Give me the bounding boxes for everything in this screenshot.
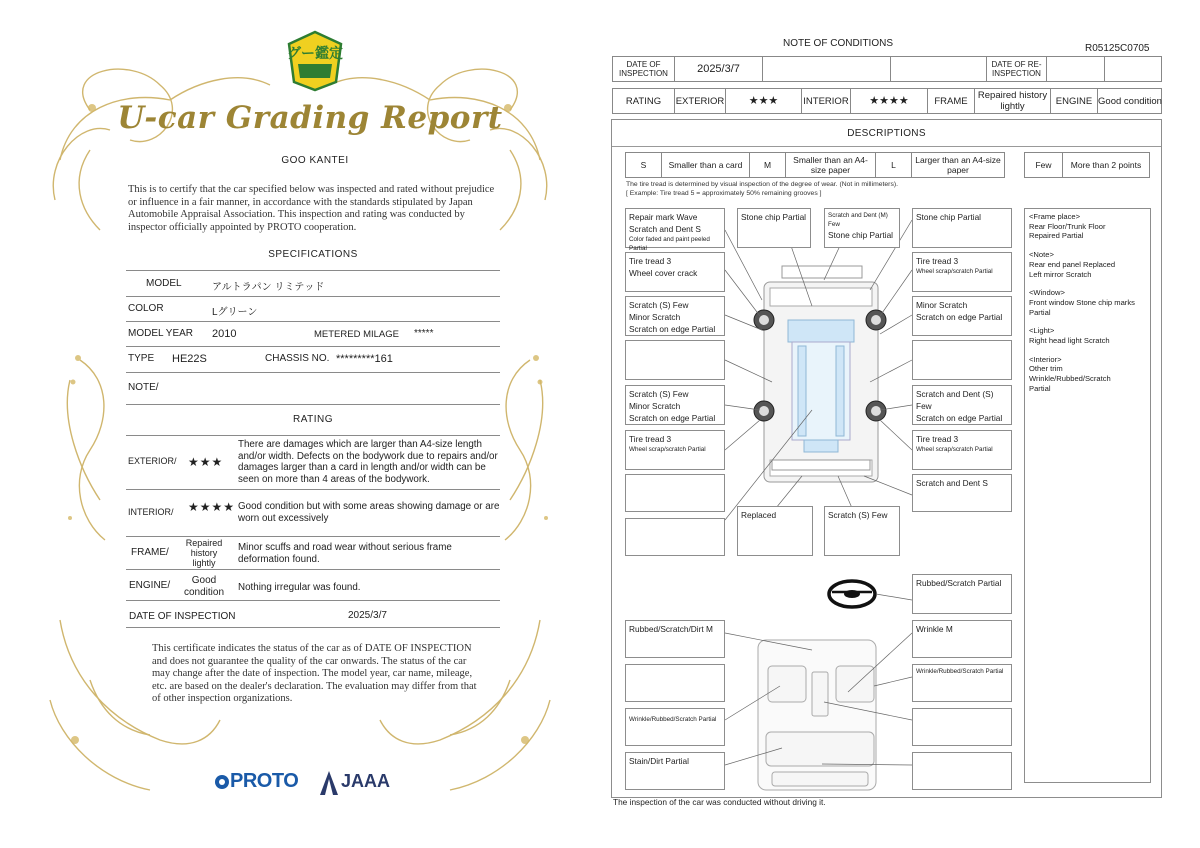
note-line: Front window Stone chip marks [1029, 297, 1135, 307]
note-line: Rubbed/Scratch/Dirt M [629, 624, 713, 634]
rating-heading: RATING [292, 414, 334, 425]
note-line-small: Wrinkle/Rubbed/Scratch Partial [916, 668, 1004, 675]
note-line: Minor Scratch [916, 300, 968, 310]
rating-row [612, 88, 1162, 114]
note-line: <Frame place> [1029, 212, 1081, 221]
note-line: Tire tread 3 [916, 434, 959, 444]
note-line: Left mirror Scratch [1029, 269, 1092, 279]
note-line: <Window> [1029, 288, 1065, 298]
legend-l: L [876, 153, 912, 177]
exterior-stars: ★★★ [726, 89, 802, 113]
frame-value: Repaired history lightly [975, 89, 1051, 113]
note-line-small: Wheel scrap/scratch Partial [629, 446, 706, 453]
note-box-left-front-fender [625, 296, 725, 336]
note-line: Stone chip Partial [741, 212, 807, 222]
note-line: Tire tread 3 [629, 434, 672, 444]
metered-milage-label: METERED MILAGE [314, 329, 399, 340]
note-line-small: Wheel scrap/scratch Partial [916, 268, 993, 275]
note-of-conditions [600, 0, 1200, 848]
note-line: Right head light Scratch [1029, 336, 1110, 346]
note-line: Scratch and Dent S [629, 224, 701, 234]
note-line: Wrinkle M [916, 624, 953, 634]
note-line: Rear Floor/Trunk Floor [1029, 221, 1106, 231]
note-box-steering [912, 574, 1012, 614]
divider [126, 600, 500, 601]
exterior-car-outline-icon [754, 266, 886, 482]
date-of-inspection-label: DATE OF INSPECTION [129, 611, 236, 622]
goo-logo-text: グー鑑定 [287, 45, 343, 61]
jaaa-logo: JAAA [341, 771, 391, 791]
interior-stars: ★★★★ [851, 89, 928, 113]
dates-row [612, 56, 1162, 82]
note-line: Repair mark Wave [629, 212, 698, 222]
blank-cell [1047, 57, 1105, 81]
note-box-left-front-door [625, 340, 725, 380]
certification-statement: This is to certify that the car specified below was inspected and rated without prejudice or influence in a fair manner, in accordance with the standards stipulated by Japan Automobile Appraisal Association. This inspection and rating was conducted by inspector officially appointed by PROTO cooperation. [128, 184, 495, 233]
frame-place-note [1029, 212, 1146, 241]
blank-cell [763, 57, 891, 81]
frame-description: Minor scuffs and road wear without serious frame deformation found. [238, 542, 452, 565]
type-value: HE22S [172, 353, 207, 365]
light-note [1029, 326, 1146, 345]
color-label: COLOR [128, 303, 164, 314]
note-box-interior-left-rear [625, 708, 725, 746]
date-of-inspection-value: 2025/3/7 [675, 57, 763, 81]
jaaa-mark-icon [320, 771, 338, 795]
tire-tread-line: The tire tread is determined by visual inspection of the degree of wear. (Not in millimeters). [626, 181, 898, 188]
chassis-value: *********161 [336, 353, 393, 365]
note-box-right-quarter [912, 474, 1012, 512]
note-line: Scratch on edge Partial [916, 413, 1003, 423]
rating-label: RATING [613, 89, 675, 113]
note-line: Other trim [1029, 364, 1063, 374]
exterior-stars: ★★★ [188, 455, 224, 469]
noc-title: NOTE OF CONDITIONS [783, 38, 893, 49]
engine-description: Nothing irregular was found. [238, 582, 361, 593]
date-of-reinspection-label: DATE OF RE-INSPECTION [987, 57, 1047, 81]
note-line: <Interior> [1029, 354, 1062, 364]
note-line: Minor Scratch [629, 401, 681, 411]
divider [126, 435, 500, 436]
exterior-description: There are damages which are larger than A4-size length and/or width. Defects on the bodywork due to repairs and/or damages larger than a card in length and/or width can be seen on more than 4 areas of the bodywork. [238, 439, 498, 485]
engine-value: Good condition [183, 575, 225, 598]
note-box-interior-front [625, 620, 725, 658]
note-line: Stone chip Partial [916, 212, 982, 222]
interior-label: INTERIOR [802, 89, 851, 113]
proto-logo: PROTO [230, 770, 299, 792]
engine-value: Good condition [1098, 95, 1162, 107]
legend-few-desc: More than 2 points [1070, 160, 1142, 170]
note-line-small: Scratch and Dent (M) Few [828, 212, 888, 228]
note-box-front-right [912, 208, 1012, 248]
note-box-interior-right-seat [912, 664, 1012, 702]
frame-label: FRAME [928, 89, 975, 113]
certificate-disclaimer: This certificate indicates the status of the car as of DATE OF INSPECTION and does not guarantee the quality of the car onwards. The status of the car may change after the date of inspection. The model year, car name, mileage, etc. are based on the dealer's declaration. The evaluation may differ from that of other inspection organizations. [152, 643, 477, 704]
model-year-value: 2010 [212, 328, 237, 340]
descriptions-heading: DESCRIPTIONS [612, 120, 1161, 147]
note-line: Minor Scratch [629, 312, 681, 322]
model-value: アルトラパン リミテッド [212, 282, 325, 293]
legend-m-desc: Smaller than an A4-size paper [786, 153, 876, 177]
divider [126, 627, 500, 628]
note-box-left-rear-tire [625, 430, 725, 470]
note-line: Scratch on edge Partial [629, 324, 716, 334]
exterior-label: EXTERIOR/ [128, 456, 177, 466]
note-line: Tire tread 3 [916, 256, 959, 266]
note-line: Wrinkle/Rubbed/Scratch [1029, 374, 1111, 384]
interior-label: INTERIOR/ [128, 507, 174, 517]
note-line: Scratch and Dent S [916, 478, 988, 488]
note-line: <Light> [1029, 326, 1055, 336]
note-box-right-rear-tire [912, 430, 1012, 470]
note-line: Replaced [741, 510, 777, 520]
proto-mark-icon [214, 774, 230, 790]
additional-notes [1024, 208, 1151, 783]
note-box-left-quarter [625, 474, 725, 512]
divider [126, 296, 500, 297]
blank-cell [891, 57, 987, 81]
note-line: Scratch on edge Partial [629, 413, 716, 423]
note-line: Repaired Partial [1029, 231, 1084, 241]
frame-value: Repaired history lightly [185, 538, 223, 568]
legend-few: Few [1025, 153, 1063, 177]
model-year-label: MODEL YEAR [128, 328, 194, 339]
color-value: Lグリーン [212, 307, 258, 318]
divider [126, 536, 500, 537]
note-line: Scratch (S) Few [828, 510, 888, 520]
note-line: Partial [1029, 307, 1051, 317]
legend-s: S [626, 153, 662, 177]
report-code: R05125C0705 [1085, 43, 1150, 54]
report-subtitle: GOO KANTEI [281, 155, 349, 166]
note-box-right-rear-door [912, 385, 1012, 425]
descriptions-panel [611, 119, 1162, 798]
note-box-interior-left-seat [625, 664, 725, 702]
note-box-front-hood [737, 208, 811, 248]
note-line: Tire tread 3 [629, 256, 672, 266]
note-line: Stone chip Partial [828, 230, 894, 240]
note-box-right-front-door [912, 340, 1012, 380]
note-line-small: Wheel scrap/scratch Partial [916, 446, 993, 453]
metered-milage-value: ***** [414, 328, 434, 339]
legend-m: M [750, 153, 786, 177]
note-line: Rubbed/Scratch Partial [916, 578, 1002, 588]
date-of-inspection-label: DATE OF INSPECTION [613, 57, 675, 81]
interior-stars: ★★★★ [188, 500, 236, 514]
engine-label: ENGINE/ [129, 580, 171, 591]
note-box-interior-right-front [912, 620, 1012, 658]
note-box-left-rear [625, 518, 725, 556]
note-line: <Note> [1029, 250, 1054, 260]
note-box-front-left [625, 208, 725, 252]
specifications-heading: SPECIFICATIONS [268, 249, 358, 260]
model-label: MODEL [146, 278, 182, 289]
note-line: Scratch (S) Few [629, 389, 689, 399]
window-note [1029, 288, 1146, 317]
interior-description: Good condition but with some areas showing damage or are worn out excessively [238, 501, 500, 524]
general-note [1029, 250, 1146, 279]
date-of-inspection-value: 2025/3/7 [348, 610, 387, 621]
divider [126, 569, 500, 570]
interior-note [1029, 355, 1146, 394]
note-line: Scratch and Dent (S) Few [916, 389, 994, 411]
note-line: Scratch on edge Partial [916, 312, 1003, 322]
note-box-left-rear-door [625, 385, 725, 425]
note-box-interior-rear-seat [625, 752, 725, 790]
note-box-right-front-fender [912, 296, 1012, 336]
note-box-rear-panel [737, 506, 813, 556]
note-box-left-front-tire [625, 252, 725, 292]
divider [126, 270, 500, 271]
blank-cell [1105, 57, 1162, 81]
legend-s-desc: Smaller than a card [662, 153, 750, 177]
note-box-interior-right-rear [912, 708, 1012, 746]
note-line: Wheel cover crack [629, 268, 698, 278]
divider [126, 404, 500, 405]
note-line: Stain/Dirt Partial [629, 756, 689, 766]
note-line-small: Wrinkle/Rubbed/Scratch Partial [629, 716, 717, 723]
legend-l-desc: Larger than an A4-size paper [915, 155, 1001, 175]
goo-kantei-logo [286, 30, 344, 92]
tire-tread-example: [ Example: Tire tread 5 = approximately 50% remaining grooves ] [626, 190, 822, 197]
steering-wheel-icon [829, 581, 912, 607]
engine-label: ENGINE [1051, 89, 1098, 113]
chassis-label: CHASSIS NO. [265, 353, 330, 364]
note-line: Scratch (S) Few [629, 300, 689, 310]
exterior-label: EXTERIOR [675, 89, 726, 113]
inspection-method-note: The inspection of the car was conducted without driving it. [613, 797, 826, 807]
interior-seat-layout-icon [758, 640, 876, 790]
note-line: Rear end panel Replaced [1029, 259, 1116, 269]
note-label: NOTE/ [128, 382, 159, 393]
note-box-right-front-tire [912, 252, 1012, 292]
note-line: Partial [1029, 383, 1051, 393]
note-line-small: Color faded and paint peeled Partial [629, 236, 710, 252]
divider [126, 321, 500, 322]
note-box-interior-trunk [912, 752, 1012, 790]
frame-label: FRAME/ [131, 547, 169, 558]
divider [126, 346, 500, 347]
note-box-rear-bumper [824, 506, 900, 556]
divider [126, 489, 500, 490]
divider [126, 372, 500, 373]
report-title: U-car Grading Report [117, 100, 503, 136]
type-label: TYPE [128, 353, 155, 364]
note-box-front-grille [824, 208, 900, 248]
